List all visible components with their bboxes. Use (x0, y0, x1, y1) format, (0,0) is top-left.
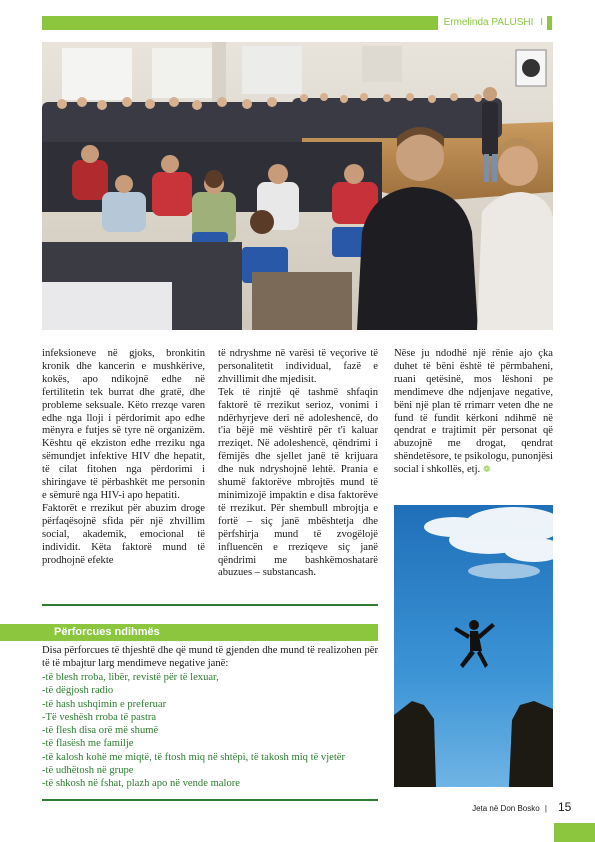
list-item: -të kalosh kohë me miqtë, të ftosh miq në shtëpi, të takosh miq të vjetër (42, 751, 346, 763)
paragraph: infeksioneve në gjoks, bronkitin kronik dhe kancerin e mushkërive, kokës, apo ndikojnë edhe në fertilitetin tek burrat dhe gratë, dhe probleme seksuale. Këto rrezqe varen edhe nga lloji i përdorimit apo edhe mënyra e futjes së tyre në organizëm. Kështu që ekziston edhe rreziku nga sëmundjet infektive HIV dhe hepatit, të cilat fitohen nga përdorimi i shiringave të përbashkët me personin e sëmurë nga HIV-i apo hepatiti. (42, 348, 205, 501)
list-item: -të flesh disa orë më shumë (42, 725, 159, 737)
auditorium-photo (42, 42, 553, 330)
paragraph: Faktorët e rrezikut për abuzim droge përfaqësojnë sfida për një zhvillim social, akademik, emocional të individit. Këta faktorë mund të prodhojnë efekte (42, 502, 205, 566)
article-column-3 (394, 348, 553, 477)
header-author (438, 16, 547, 30)
footer-magazine (472, 804, 547, 813)
list-item: -të hash ushqimin e preferuar (42, 698, 167, 710)
list-item: -të blesh rroba, libër, revistë për të lexuar, (42, 672, 219, 683)
list-item: -të flasësh me familje (42, 738, 134, 750)
tips-list (42, 671, 378, 791)
footer-separator: | (544, 804, 547, 813)
end-mark-icon: ❁ (482, 465, 491, 476)
section-title: Përforcues ndihmës (54, 626, 160, 638)
article-column-1 (42, 348, 205, 567)
paragraph-text: Nëse ju ndodhë një rënie ajo çka duhet të bëni është të përmbaheni, ruani qetësinë, mos lëshoni pe mendimeve dhe ndjenjave negative, bëni një plan të rrimarr veten dhe ne fund të fundit kërkoni ndihmë në qendrat e trajtimit për personat që abuzojnë me drogat, qendrat shëndetësore, te psikologu, punonjësi social i shkollës, etj. (394, 348, 553, 476)
page-number: 15 (558, 800, 572, 814)
list-item: -të dëgjosh radio (42, 685, 114, 697)
list-item: -të udhëtosh në grupe (42, 765, 134, 777)
section-divider (42, 604, 378, 606)
paragraph: Tek të rinjtë që tashmë shfaqin faktorë të rrezikut serioz, vonimi i ndërhyrjeve deri në adoleshencë, do t'ia bëjë më vështirë për t'i kaluar rreziqet. Në adoleshencë, qëndrimi i fëmijës dhe sjellet janë të krijuara dhe nuk ndryshojnë lehtë. Prania e shumë faktorëve mbrojtës mund të minimizojë impaktin e disa faktorëve të rrezikut. Për shembull mbrojtja e fortë – siç janë mbështetja dhe përfshirja mund të zvogëlojë influencën e rreziqeve siç janë qëndrimi me bashkëmoshatarë abuzues – substancash. (218, 386, 378, 579)
jumping-silhouette-photo (394, 505, 553, 787)
list-item: -Të veshësh rroba të pastra (42, 711, 157, 723)
paragraph: të ndryshme në varësi të veçorive të personalitetit individual, fazë e zhvillimit dhe mjedisit. (218, 348, 378, 385)
paragraph (394, 348, 553, 477)
article-column-2 (218, 348, 378, 580)
magazine-name: Jeta në Don Bosko (472, 804, 540, 813)
section-intro: Disa përforcues të thjeshtë dhe që mund të gjenden dhe mund të realizohen për të të mbajtur larg mendimeve negative janë: (42, 645, 378, 669)
bottom-divider (42, 799, 378, 801)
list-item: -të shkosh në fshat, plazh apo në vende malore (42, 778, 240, 790)
footer-accent-bar (554, 823, 595, 842)
author-name: Ermelinda PALUSHI (443, 17, 534, 28)
header-separator: I (540, 17, 543, 28)
